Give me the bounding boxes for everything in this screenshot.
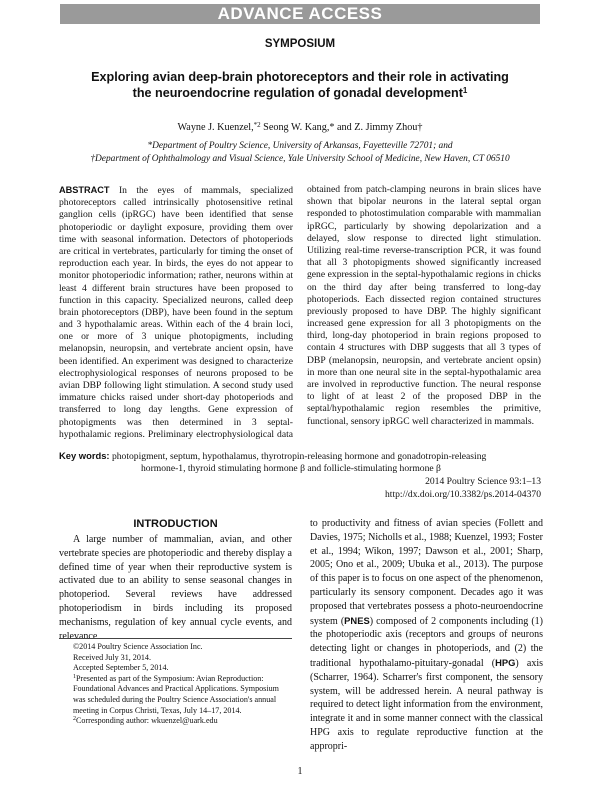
keywords-label: Key words:	[59, 450, 110, 461]
title-footnote-mark: 1	[462, 86, 468, 95]
footnote-1-mark: 1	[73, 673, 76, 680]
keywords-line-1: photopigment, septum, hypothalamus, thyrotropin-releasing hormone and gonadotropin-releasing	[111, 451, 487, 462]
advance-access-banner	[60, 4, 540, 24]
author-list	[0, 122, 600, 133]
abstract-text: In the eyes of mammals, specialized photoreceptors called intrinsically photosensitive retinal ganglion cells (ipRGC) have been identified that sense photoperiodic or daylight exposure, providing them over time with seasonal information. Detectors of photoperiods are critical in vertebrates, particularly for timing the onset of reproduction each year. In birds, the eyes do not appear to monitor photoperiodic information; rather, neurons within at least 4 different brain structures have been proposed to function in this capacity. Specialized neurons, called deep brain photoreceptors (DBP), have been found in the septum and 3 hypothalamic areas. Within each of the 4 brain loci, one or more of 3 unique photopigments, including melanopsin, neuropsin, and vertebrate ancient opsin, have been identified. An experiment was designed to characterize electrophysiological responses of neurons proposed to be avian DBP following light stimulation. A second study used immature chicks raised under short-day photoperiods and transferred to long day lengths. Gene expression of photopigments was then determined in 3 septal-hypothalamic regions. Preliminary electrophysiological data obtained from patch-clamping neurons in brain slices have shown that bipolar neurons in the lateral septal organ responded to photostimulation comparable with mammalian ipRGC, particularly by showing depolarization and a delayed, slow response to directed light stimulation. Utilizing real-time reverse-transcription PCR, it was found that all 3 photopigments showed significantly increased gene expression in the septal-hypothalamic regions in chicks on the third day after being transferred to long-day photoperiods. Each dissected region contained structures previously proposed to have DBP. The highly significant increased gene expression for all 3 photopigments on the third, long-day photoperiod in brain regions proposed to contain 4 structures with DBP suggests that all 3 types of DBP (melanopsin, neuropsin, and vertebrate ancient opsin) in more than one neural site in the septal-hypothalamic area are involved in reproductive function. The neural response to light of at least 2 of the proposed DBP in the septal/hypothalamic region resembles the primitive, functional, sensory ipRGC well characterized in mammals.	[59, 184, 541, 440]
footnotes	[59, 642, 292, 727]
affiliation-2: †Department of Ophthalmology and Visual Science, Yale University School of Medicine, New Haven, CT 06510	[90, 154, 510, 164]
journal-citation: 2014 Poultry Science 93:1–13	[425, 476, 541, 487]
banner-text: ADVANCE ACCESS	[217, 4, 383, 23]
footnote-2	[59, 716, 292, 727]
keywords-line-2: hormone-1, thyroid stimulating hormone β and follicle-stimulating hormone β	[141, 463, 441, 475]
accepted-date: Accepted September 5, 2014.	[73, 663, 169, 673]
title-line-1: Exploring avian deep-brain photoreceptors and their role in activating	[91, 70, 509, 84]
page-number: 1	[297, 766, 303, 777]
keywords	[59, 450, 541, 475]
intro-right-text-c: ) axis (Scharrer, 1964). Scharrer's first component, the sensory system, will be addressed herein. A neural pathway is required to detect light information from the environment, integrate it and in some manner connect with the classical HPG axis to regulate reproductive function at the appropri-	[310, 657, 543, 752]
author-3: and Z. Jimmy Zhou†	[334, 122, 423, 133]
footnote-2-mark: 2	[73, 716, 76, 723]
abstract-label: ABSTRACT	[59, 185, 110, 195]
footnote-divider	[59, 638, 292, 639]
copyright-notice: ©2014 Poultry Science Association Inc.	[73, 642, 203, 651]
author-1: Wayne J. Kuenzel,	[177, 122, 254, 133]
intro-left-column	[59, 533, 292, 643]
author-2: Seong W. Kang,*	[260, 122, 335, 133]
intro-right-column	[310, 517, 543, 754]
section-label: SYMPOSIUM	[264, 38, 336, 50]
intro-right-text-a: to productivity and fitness of avian species (Follett and Davies, 1975; Nicholls et al., 1988; Kuenzel, 1993; Foster et al., 1994; Wikon, 1997; Dawson et al., 2001; Sharp, 2005; Ono et al., 2009; Ubuka et al., 2013). The purpose of this paper is to focus on one aspect of the phenomenon, particularly its sensory component. Decades ago it was proposed that vertebrates possess a photo-neuroendocrine system (	[310, 518, 543, 627]
title-line-2: the neuroendocrine regulation of gonadal development	[132, 86, 463, 100]
footnote-1	[59, 674, 292, 716]
intro-right-text-b: ) composed of 2 components including (1) the photoperiodic axis (receptors and groups of neurons detecting light or changes in photoperiods, and (2) the traditional hypothalamo-pituitary-gonadal (	[310, 615, 544, 669]
footnote-1-text: Presented as part of the Symposium: Avian Reproduction: Foundational Advances and Practical Applications. Symposium was scheduled during the Poultry Science Association's annual meeting in Corpus Christi, Texas, July 14–17, 2014.	[73, 673, 279, 715]
abbr-pnes: PNES	[344, 614, 370, 626]
introduction-heading: INTRODUCTION	[133, 518, 218, 530]
footnote-2-text: Corresponding author: wkuenzel@uark.edu	[76, 716, 218, 726]
article-title	[60, 69, 540, 101]
author-1-marks: *2	[253, 121, 261, 129]
doi-link[interactable]: http://dx.doi.org/10.3382/ps.2014-04370	[385, 489, 541, 500]
received-date: Received July 31, 2014.	[73, 652, 152, 662]
intro-paragraph-continued	[310, 517, 543, 754]
abbr-hpg: HPG	[495, 656, 516, 668]
affiliation-1: *Department of Poultry Science, University of Arkansas, Fayetteville 72701; and	[147, 141, 453, 151]
intro-paragraph-1: A large number of mammalian, avian, and other vertebrate species are photoperiodic and thereby display a defined time of year when their reproductive system is activated due to an ability to sense seasonal changes in photoperiod. Several reviews have addressed photoperiodism in birds including its proposed mechanisms, regulation of key annual cycle events, and relevance	[59, 534, 292, 642]
abstract	[59, 184, 541, 442]
